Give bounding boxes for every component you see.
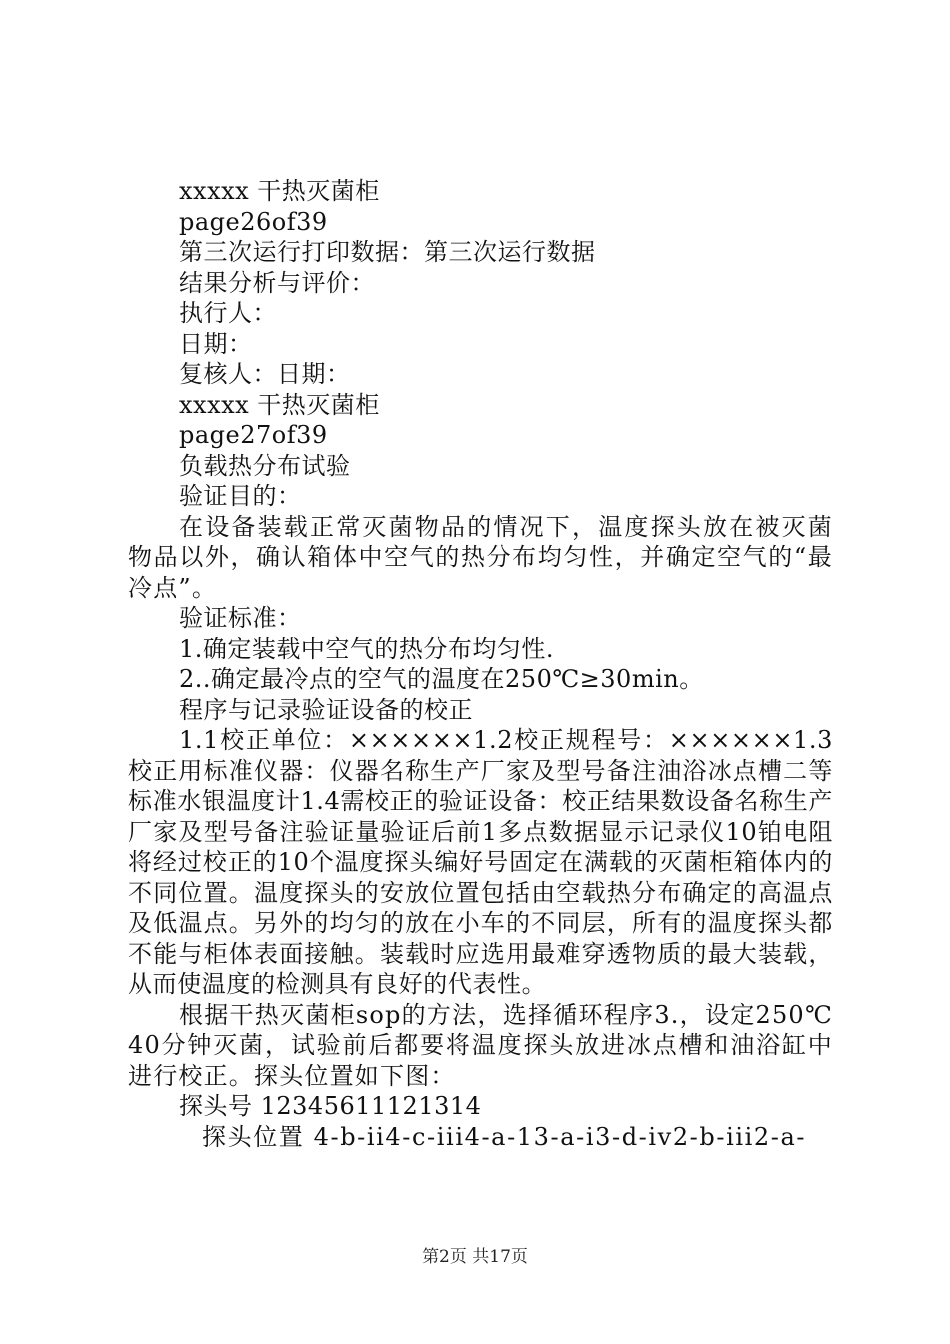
doc-page-marker-2: page27of39 xyxy=(179,421,328,449)
procedure-paragraph: 根据干热灭菌柜sop的方法，选择循环程序3.，设定250℃40分钟灭菌，试验前后都要将温度探头放进冰点槽和油浴缸中进行校正。探头位置如下图： xyxy=(128,1000,833,1090)
date-label: 日期： xyxy=(179,329,253,358)
executor-label: 执行人： xyxy=(179,299,277,327)
standard-item-1: 1.确定装载中空气的热分布均匀性. xyxy=(179,634,555,663)
standard-item-2: 2..确定最冷点的空气的温度在250℃≥30min。 xyxy=(179,665,704,693)
third-run-print-data: 第三次运行打印数据：第三次运行数据 xyxy=(179,238,596,266)
purpose-heading: 验证目的： xyxy=(179,482,302,510)
procedure-heading: 程序与记录验证设备的校正 xyxy=(179,695,473,724)
doc-header-title-2: xxxxx 干热灭菌柜 xyxy=(179,390,380,419)
purpose-paragraph: 在设备装载正常灭菌物品的情况下，温度探头放在被灭菌物品以外，确认箱体中空气的热分布均匀性，并确定空气的“最冷点”。 xyxy=(128,512,833,602)
standard-heading: 验证标准： xyxy=(179,604,302,632)
document-body xyxy=(128,176,833,1152)
reviewer-date-label: 复核人：日期： xyxy=(179,360,351,388)
doc-header-title: xxxxx 干热灭菌柜 xyxy=(179,177,380,205)
calibration-paragraph: 1.1校正单位：××××××1.2校正规程号：××××××1.3校正用标准仪器：仪器名称生产厂家及型号备注油浴冰点槽二等标准水银温度计1.4需校正的验证设备：校正结果数设备名称生产厂家及型号备注验证量验证后前1多点数据显示记录仪10铂电阻将经过校正的10个温度探头编好号固定在满载的灭菌柜箱体内的不同位置。温度探头的安放位置包括由空载热分布确定的高温点及低温点。另外的均匀的放在小车的不同层，所有的温度探头都不能与柜体表面接触。装载时应选用最难穿透物质的最大装载，从而使温度的检测具有良好的代表性。 xyxy=(128,726,833,998)
doc-page-marker: page26of39 xyxy=(179,207,328,236)
page-footer: 第2页 共17页 xyxy=(422,1247,528,1267)
section-title: 负载热分布试验 xyxy=(179,451,351,480)
result-analysis-label: 结果分析与评价： xyxy=(179,268,375,297)
probe-position-line: 探头位置 4-b-ii4-c-iii4-a-13-a-i3-d-iv2-b-iii2-a- xyxy=(202,1122,807,1151)
probe-number-line: 探头号 12345611121314 xyxy=(179,1092,482,1120)
